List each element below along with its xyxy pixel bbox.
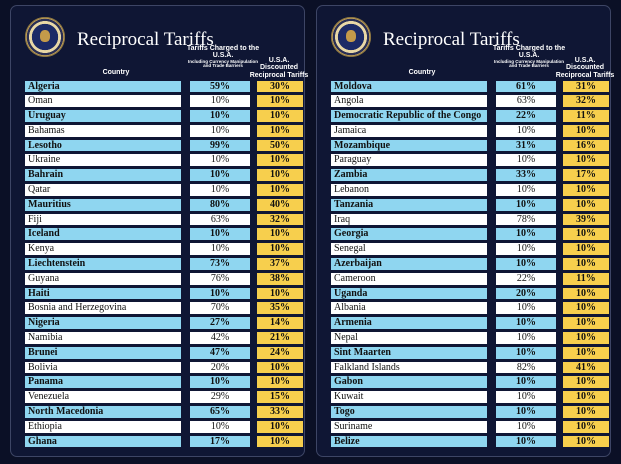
header-discounted: U.S.A. Discounted Reciprocal Tariffs (555, 57, 615, 79)
table-row (25, 109, 307, 124)
tariff-discounted-cell: 10% (563, 436, 609, 448)
table-row (331, 286, 613, 301)
table-row (331, 331, 613, 346)
tariff-discounted-cell: 50% (257, 140, 303, 152)
country-cell: Bahamas (25, 125, 181, 137)
tariff-charged-cell: 10% (496, 258, 556, 270)
tariff-charged-cell: 10% (496, 184, 556, 196)
table-row (25, 168, 307, 183)
tariff-discounted-cell: 11% (563, 273, 609, 285)
country-cell: Paraguay (331, 154, 487, 166)
tariff-discounted-cell: 10% (257, 362, 303, 374)
country-cell: Ethiopia (25, 421, 181, 433)
presidential-seal-icon (331, 17, 371, 57)
tariff-charged-cell: 63% (496, 95, 556, 107)
tariff-discounted-cell: 10% (563, 332, 609, 344)
tariff-charged-cell: 59% (190, 81, 250, 93)
table-row (25, 405, 307, 420)
country-cell: Albania (331, 302, 487, 314)
tariff-discounted-cell: 10% (257, 288, 303, 300)
tariff-charged-cell: 10% (496, 406, 556, 418)
tariff-charged-cell: 99% (190, 140, 250, 152)
tariff-charged-cell: 27% (190, 317, 250, 329)
tariff-charged-cell: 22% (496, 273, 556, 285)
table-row (25, 331, 307, 346)
table-row (331, 94, 613, 109)
tariff-charged-cell: 78% (496, 214, 556, 226)
tariff-discounted-cell: 30% (257, 81, 303, 93)
tariff-discounted-cell: 32% (563, 95, 609, 107)
country-cell: Ukraine (25, 154, 181, 166)
table-row (331, 257, 613, 272)
tariff-discounted-cell: 10% (563, 199, 609, 211)
tariff-discounted-cell: 10% (563, 125, 609, 137)
tariff-discounted-cell: 10% (257, 125, 303, 137)
tariff-discounted-cell: 15% (257, 391, 303, 403)
tariff-charged-cell: 47% (190, 347, 250, 359)
country-cell: Oman (25, 95, 181, 107)
header-tariffs-charged-sub: Including Currency Manipulation and Trade Barriers (493, 58, 564, 69)
tariff-charged-cell: 65% (190, 406, 250, 418)
tariff-charged-cell: 10% (496, 228, 556, 240)
table-row (25, 390, 307, 405)
country-cell: Georgia (331, 228, 487, 240)
country-cell: Bosnia and Herzegovina (25, 302, 181, 314)
country-cell: Suriname (331, 421, 487, 433)
panel-title: Reciprocal Tariffs (383, 29, 520, 50)
table-row (331, 316, 613, 331)
tariff-discounted-cell: 10% (257, 228, 303, 240)
country-cell: Nigeria (25, 317, 181, 329)
tariff-discounted-cell: 10% (257, 376, 303, 388)
tariff-charged-cell: 17% (190, 436, 250, 448)
header-discounted: U.S.A. Discounted Reciprocal Tariffs (249, 57, 309, 79)
tariff-discounted-cell: 10% (257, 436, 303, 448)
table-row (331, 168, 613, 183)
tariff-discounted-cell: 10% (257, 184, 303, 196)
table-row (331, 109, 613, 124)
table-row (331, 375, 613, 390)
presidential-seal-icon (25, 17, 65, 57)
tariff-discounted-cell: 10% (257, 154, 303, 166)
tariff-discounted-cell: 35% (257, 302, 303, 314)
country-cell: Liechtenstein (25, 258, 181, 270)
tariff-discounted-cell: 10% (563, 406, 609, 418)
header-tariffs-charged-sub: Including Currency Manipulation and Trade Barriers (187, 58, 258, 69)
table-row (25, 301, 307, 316)
tariff-discounted-cell: 10% (257, 169, 303, 181)
tariff-discounted-cell: 10% (257, 110, 303, 122)
tariff-charged-cell: 10% (496, 243, 556, 255)
tariff-discounted-cell: 10% (563, 317, 609, 329)
table-row (25, 123, 307, 138)
table-row (25, 360, 307, 375)
country-cell: Togo (331, 406, 487, 418)
tariff-discounted-cell: 41% (563, 362, 609, 374)
country-cell: Zambia (331, 169, 487, 181)
table-row (25, 242, 307, 257)
country-cell: Tanzania (331, 199, 487, 211)
tariff-charged-cell: 33% (496, 169, 556, 181)
country-cell: Armenia (331, 317, 487, 329)
tariff-charged-cell: 10% (496, 302, 556, 314)
tariff-discounted-cell: 16% (563, 140, 609, 152)
table-row (25, 79, 307, 94)
table-row (25, 316, 307, 331)
tariff-discounted-cell: 10% (563, 391, 609, 403)
tariff-charged-cell: 10% (190, 154, 250, 166)
tariff-charged-cell: 10% (496, 436, 556, 448)
tariff-discounted-cell: 10% (563, 258, 609, 270)
table-row (331, 360, 613, 375)
tariff-discounted-cell: 11% (563, 110, 609, 122)
country-cell: Fiji (25, 214, 181, 226)
table-row (331, 345, 613, 360)
table-row (25, 138, 307, 153)
tariff-charged-cell: 29% (190, 391, 250, 403)
table-row (331, 212, 613, 227)
country-cell: Falkland Islands (331, 362, 487, 374)
country-cell: Venezuela (25, 391, 181, 403)
table-row (25, 345, 307, 360)
tariff-charged-cell: 63% (190, 214, 250, 226)
country-cell: Angola (331, 95, 487, 107)
country-cell: Jamaica (331, 125, 487, 137)
table-row (25, 227, 307, 242)
tariff-discounted-cell: 24% (257, 347, 303, 359)
tariff-discounted-cell: 10% (563, 154, 609, 166)
tariff-discounted-cell: 40% (257, 199, 303, 211)
country-cell: Democratic Republic of the Congo (331, 110, 487, 122)
country-cell: Lebanon (331, 184, 487, 196)
country-cell: Nepal (331, 332, 487, 344)
tariff-charged-cell: 10% (496, 317, 556, 329)
country-cell: Senegal (331, 243, 487, 255)
tariff-charged-cell: 10% (190, 110, 250, 122)
header-country: Country (102, 69, 130, 76)
tariff-discounted-cell: 33% (257, 406, 303, 418)
tariff-charged-cell: 20% (190, 362, 250, 374)
tariff-charged-cell: 10% (190, 228, 250, 240)
tariff-panel-right (316, 5, 615, 457)
panel-title: Reciprocal Tariffs (77, 29, 214, 50)
tariff-charged-cell: 10% (190, 288, 250, 300)
tariff-discounted-cell: 10% (563, 243, 609, 255)
table-row (25, 271, 307, 286)
country-cell: Haiti (25, 288, 181, 300)
tariff-discounted-cell: 10% (257, 421, 303, 433)
country-cell: Qatar (25, 184, 181, 196)
tariff-charged-cell: 10% (190, 243, 250, 255)
tariff-discounted-cell: 10% (257, 95, 303, 107)
tariff-charged-cell: 10% (496, 421, 556, 433)
tariff-discounted-cell: 38% (257, 273, 303, 285)
table-row (331, 123, 613, 138)
country-cell: Guyana (25, 273, 181, 285)
tariff-table-right (331, 79, 613, 449)
tariff-charged-cell: 10% (496, 376, 556, 388)
country-cell: Azerbaijan (331, 258, 487, 270)
tariff-charged-cell: 10% (190, 184, 250, 196)
tariff-charged-cell: 10% (190, 95, 250, 107)
table-row (331, 419, 613, 434)
tariff-discounted-cell: 10% (563, 347, 609, 359)
table-row (25, 286, 307, 301)
tariff-panel-left (10, 5, 309, 457)
tariff-charged-cell: 10% (496, 154, 556, 166)
table-row (331, 405, 613, 420)
tariff-charged-cell: 80% (190, 199, 250, 211)
tariff-charged-cell: 10% (190, 169, 250, 181)
table-row (331, 79, 613, 94)
table-row (331, 271, 613, 286)
tariff-discounted-cell: 10% (563, 421, 609, 433)
tariff-discounted-cell: 39% (563, 214, 609, 226)
tariff-charged-cell: 10% (190, 125, 250, 137)
country-cell: Brunei (25, 347, 181, 359)
country-cell: Lesotho (25, 140, 181, 152)
country-cell: Moldova (331, 81, 487, 93)
tariff-charged-cell: 82% (496, 362, 556, 374)
tariff-discounted-cell: 17% (563, 169, 609, 181)
table-row (331, 138, 613, 153)
tariff-discounted-cell: 14% (257, 317, 303, 329)
header-tariffs-charged-main: Tariffs Charged to the U.S.A. (186, 45, 260, 60)
table-row (331, 390, 613, 405)
country-cell: Belize (331, 436, 487, 448)
tariff-charged-cell: 10% (496, 125, 556, 137)
tariff-charged-cell: 31% (496, 140, 556, 152)
tariff-charged-cell: 61% (496, 81, 556, 93)
country-cell: Ghana (25, 436, 181, 448)
country-cell: Namibia (25, 332, 181, 344)
country-cell: Algeria (25, 81, 181, 93)
country-cell: Uruguay (25, 110, 181, 122)
country-cell: Sint Maarten (331, 347, 487, 359)
tariff-charged-cell: 73% (190, 258, 250, 270)
table-row (25, 94, 307, 109)
country-cell: Bahrain (25, 169, 181, 181)
country-cell: Bolivia (25, 362, 181, 374)
tariff-charged-cell: 10% (190, 421, 250, 433)
tariff-charged-cell: 22% (496, 110, 556, 122)
country-cell: Panama (25, 376, 181, 388)
tariff-discounted-cell: 10% (563, 184, 609, 196)
tariff-charged-cell: 10% (190, 376, 250, 388)
table-row (331, 434, 613, 449)
tariff-charged-cell: 70% (190, 302, 250, 314)
table-row (25, 153, 307, 168)
header-tariffs-charged-main: Tariffs Charged to the U.S.A. (492, 45, 566, 60)
table-row (25, 375, 307, 390)
tariff-discounted-cell: 21% (257, 332, 303, 344)
table-row (331, 301, 613, 316)
tariff-charged-cell: 10% (496, 199, 556, 211)
tariff-discounted-cell: 37% (257, 258, 303, 270)
table-row (25, 183, 307, 198)
tariff-discounted-cell: 10% (563, 228, 609, 240)
country-cell: Gabon (331, 376, 487, 388)
tariff-discounted-cell: 10% (563, 376, 609, 388)
table-row (25, 197, 307, 212)
tariff-charged-cell: 10% (496, 332, 556, 344)
tariff-charged-cell: 20% (496, 288, 556, 300)
country-cell: Mauritius (25, 199, 181, 211)
tariff-discounted-cell: 31% (563, 81, 609, 93)
tariff-table-left (25, 79, 307, 449)
tariff-discounted-cell: 10% (563, 302, 609, 314)
tariff-charged-cell: 10% (496, 347, 556, 359)
country-cell: Cameroon (331, 273, 487, 285)
tariff-charged-cell: 42% (190, 332, 250, 344)
country-cell: Iceland (25, 228, 181, 240)
country-cell: Uganda (331, 288, 487, 300)
country-cell: North Macedonia (25, 406, 181, 418)
table-row (331, 227, 613, 242)
table-row (331, 242, 613, 257)
table-row (25, 257, 307, 272)
table-row (331, 183, 613, 198)
header-country: Country (408, 69, 436, 76)
country-cell: Mozambique (331, 140, 487, 152)
tariff-discounted-cell: 10% (257, 243, 303, 255)
table-row (25, 419, 307, 434)
table-row (25, 434, 307, 449)
tariff-discounted-cell: 10% (563, 288, 609, 300)
tariff-charged-cell: 76% (190, 273, 250, 285)
table-row (25, 212, 307, 227)
table-row (331, 153, 613, 168)
table-row (331, 197, 613, 212)
country-cell: Kuwait (331, 391, 487, 403)
country-cell: Iraq (331, 214, 487, 226)
tariff-discounted-cell: 32% (257, 214, 303, 226)
tariff-charged-cell: 10% (496, 391, 556, 403)
country-cell: Kenya (25, 243, 181, 255)
